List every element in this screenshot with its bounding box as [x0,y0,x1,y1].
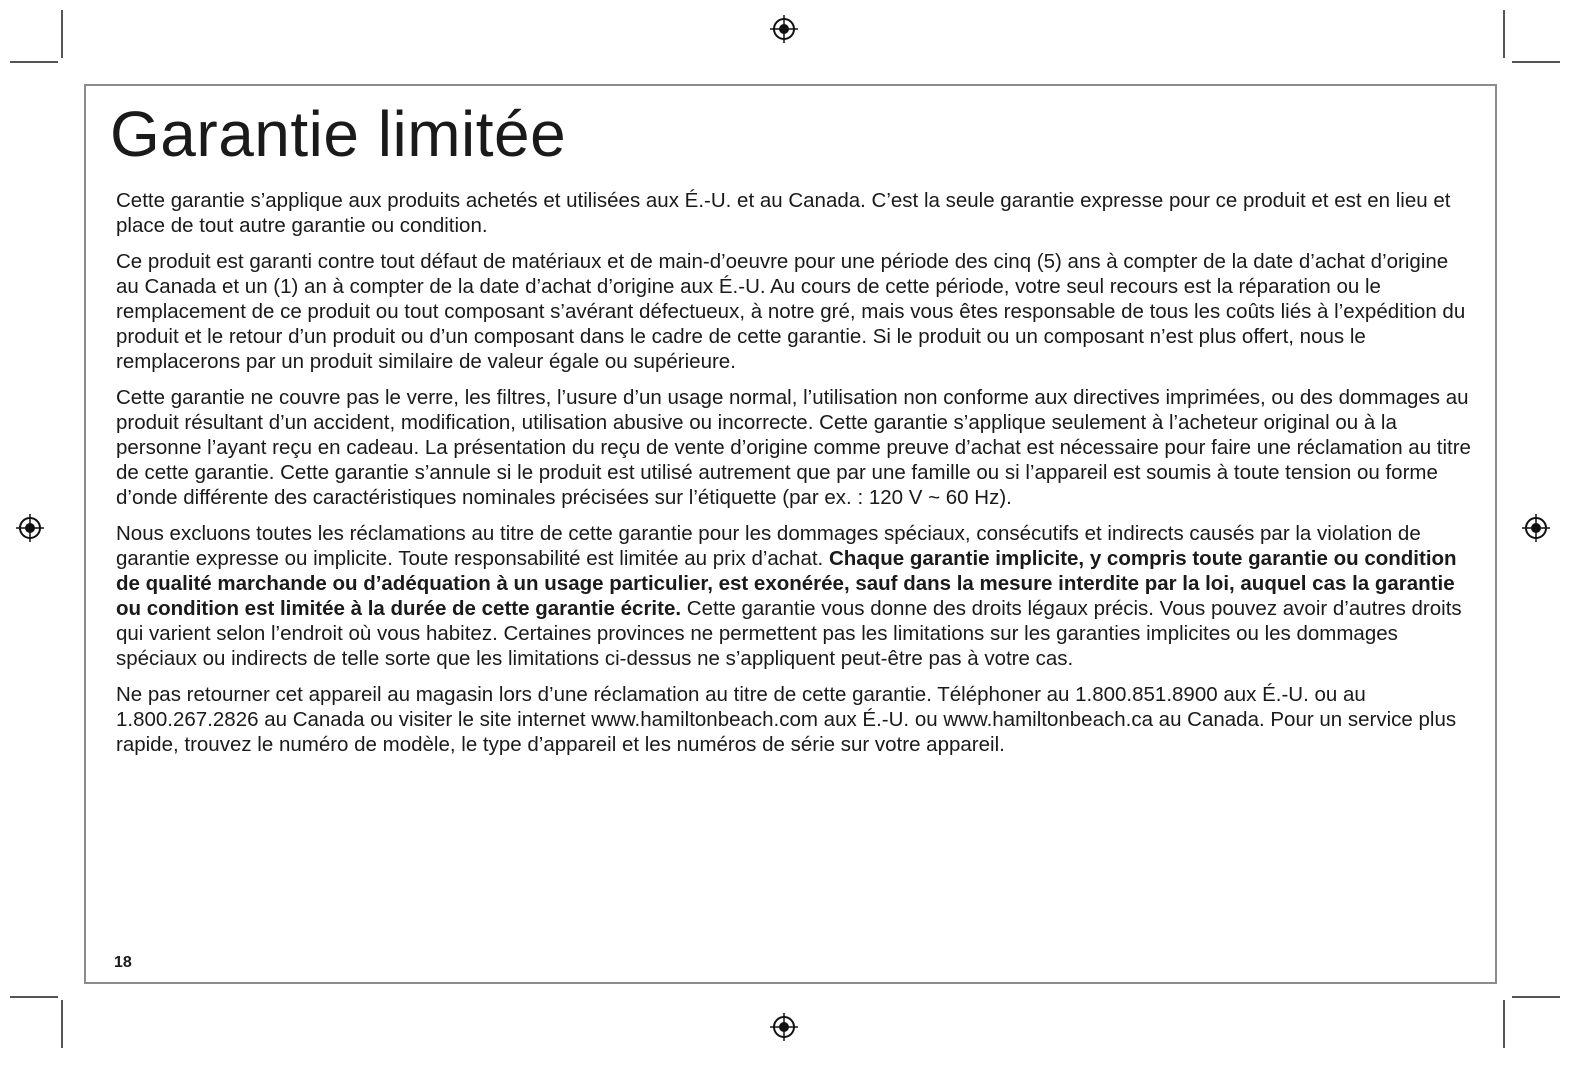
paragraph-limitations [116,521,1476,671]
crop-mark-top-right-vertical [1503,10,1505,58]
limitations-text-before: Nous excluons toutes les réclamations au titre de cette garantie pour les dommages spéciaux, consécutifs et indirects causés par la violation de garantie expresse ou implicite. Toute responsabilité est limitée au prix d’achat. [116,522,1421,570]
paragraph-contact: Ne pas retourner cet appareil au magasin lors d’une réclamation au titre de cette garantie. Téléphoner au 1.800.851.8900 aux É.-U. ou au 1.800.267.2826 au Canada ou visiter le site internet www.hamiltonbeach.com aux É.-U. ou www.hamiltonbeach.ca au Canada. Pour un service plus rapide, trouvez le numéro de modèle, le type d’appareil et les numéros de série sur votre appareil. [116,683,1457,756]
registration-mark-icon [1521,513,1551,543]
registration-mark-icon [769,1012,799,1042]
crop-mark-top-left-vertical [61,10,63,58]
page-frame [84,84,1497,984]
paragraph-exclusions: Cette garantie ne couvre pas le verre, les filtres, l’usure d’un usage normal, l’utilisation non conforme aux directives imprimées, ou des dommages au produit résultant d’un accident, modification, utilisation abusive ou incorrecte. Cette garantie s’applique seulement à l’acheteur original ou à la personne l’ayant reçu en cadeau. La présentation du reçu de vente d’origine comme preuve d’achat est nécessaire pour faire une réclamation au titre de cette garantie. Cette garantie s’annule si le produit est utilisé autrement que par une famille ou si l’appareil est soumis à toute tension ou forme d’onde différente des caractéristiques nominales précisées sur l’étiquette (par ex. : 120 V ~ 60 Hz). [116,386,1471,509]
crop-mark-top-left-horizontal [10,61,58,63]
crop-mark-top-right-horizontal [1512,61,1560,63]
paragraph-scope: Cette garantie s’applique aux produits achetés et utilisées aux É.-U. et au Canada. C’est la seule garantie expresse pour ce produit et est en lieu et place de tout autre garantie ou condition. [116,189,1451,237]
limitations-text-bold: Chaque garantie implicite, y compris toute garantie ou condition de qualité marchande ou d’adéquation à un usage particulier, est exonérée, sauf dans la mesure interdite par la loi, auquel cas la garantie ou condition est limitée à la durée de cette garantie écrite. [116,547,1457,620]
warranty-body [116,188,1476,768]
registration-mark-icon [15,513,45,543]
limitations-text-after: Cette garantie vous donne des droits légaux précis. Vous pouvez avoir d’autres droits qui varient selon l’endroit où vous habitez. Certaines provinces ne permettent pas les limitations sur les garanties implicites ou les dommages spéciaux ou indirects de telle sorte que les limitations ci-dessus ne s’appliquent peut-être pas à votre cas. [116,597,1462,670]
crop-mark-bottom-left-vertical [61,1000,63,1048]
page-title: Garantie limitée [110,98,567,170]
crop-mark-bottom-left-horizontal [10,996,58,998]
paragraph-coverage: Ce produit est garanti contre tout défaut de matériaux et de main-d’oeuvre pour une période des cinq (5) ans à compter de la date d’achat d’origine au Canada et un (1) an à compter de la date d’achat d’origine aux É.-U. Au cours de cette période, votre seul recours est la réparation ou le remplacement de ce produit ou tout composant s’avérant défectueux, à notre gré, mais vous êtes responsable de tous les coûts liés à l’expédition du produit et le retour d’un produit ou d’un composant dans le cadre de cette garantie. Si le produit ou un composant n’est plus offert, nous le remplacerons par un produit similaire de valeur égale ou supérieure. [116,250,1466,373]
crop-mark-bottom-right-horizontal [1512,996,1560,998]
crop-mark-bottom-right-vertical [1503,1000,1505,1048]
page-number: 18 [114,954,132,971]
registration-mark-icon [769,14,799,44]
